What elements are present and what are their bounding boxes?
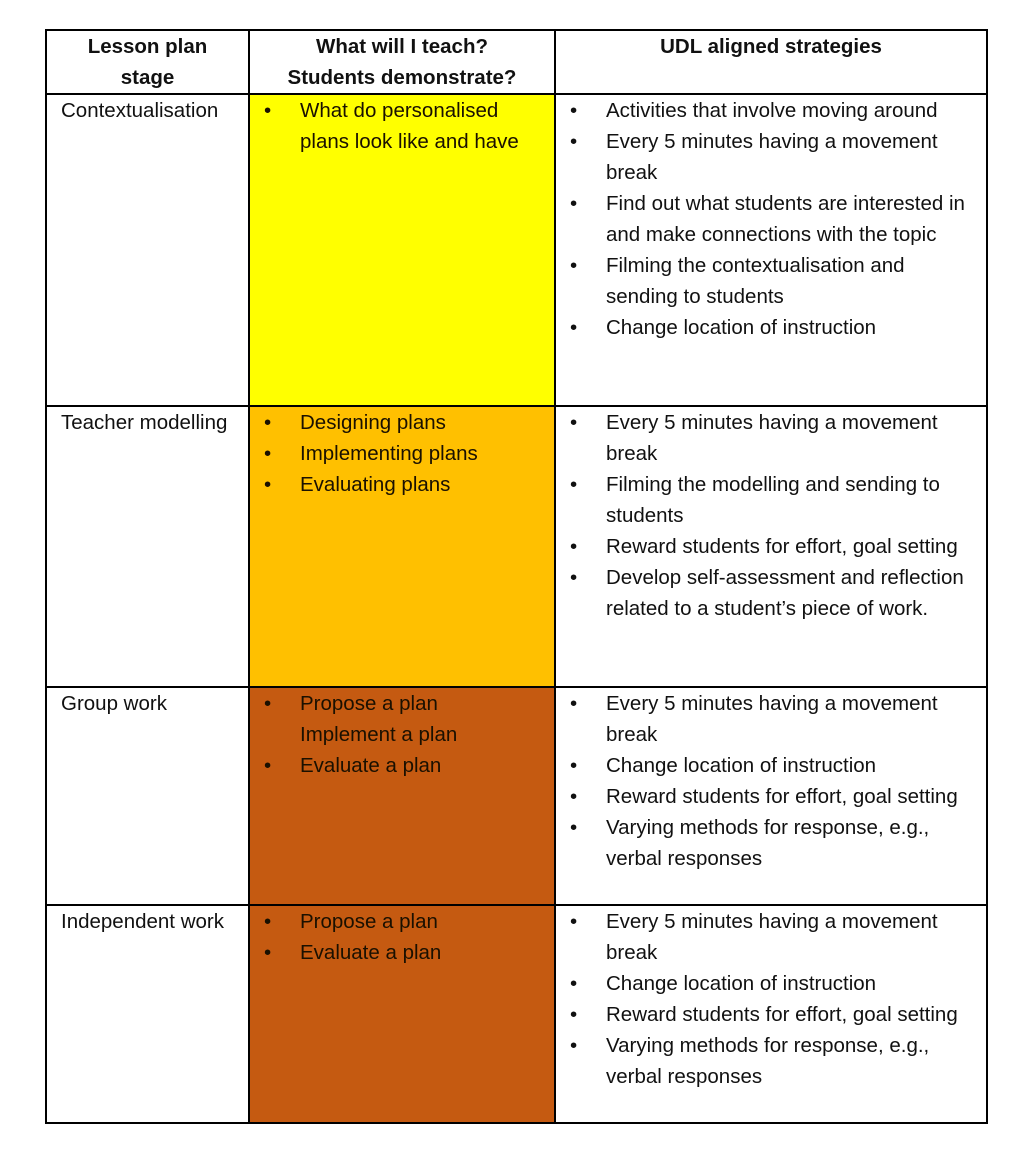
list-item [556,781,986,812]
list-item-text: Develop self-assessment and reflection related to a student’s piece of work. [606,566,964,620]
list-item [250,937,554,968]
strategies-cell [555,687,987,905]
strategies-list [556,95,986,343]
list-item [556,688,986,750]
header-line: Students demonstrate? [287,66,517,89]
table-row [46,94,987,406]
list-item-text: Change location of instruction [606,316,877,339]
teach-list [250,95,554,157]
table-body [46,94,987,1123]
list-item [556,250,986,312]
list-item-text: Change location of instruction [606,972,877,995]
table-row [46,687,987,905]
list-item-text: Evaluate a plan [300,941,442,964]
bullet-icon: • [570,1034,578,1057]
table-row [46,406,987,687]
bullet-icon: • [264,473,272,496]
bullet-icon: • [570,972,578,995]
strategies-list [556,407,986,624]
list-item-text: Reward students for effort, goal setting [606,535,958,558]
list-item [556,968,986,999]
list-item [556,126,986,188]
stage-cell [46,406,249,687]
list-item [250,750,554,781]
header-line: stage [120,66,175,89]
bullet-icon: • [570,816,578,839]
stage-label: Teacher modelling [61,411,228,434]
header-line: UDL aligned strategies [660,35,882,58]
stage-cell [46,905,249,1123]
stage-label: Group work [61,692,167,715]
list-item-text: Propose a plan [300,910,438,933]
bullet-icon: • [570,254,578,277]
strategies-cell [555,94,987,406]
list-item [556,812,986,874]
teach-list [250,688,554,781]
list-item-text: Filming the contextualisation and sending to students [606,254,905,308]
stage-label: Independent work [61,910,224,933]
bullet-icon: • [264,910,272,933]
bullet-icon: • [570,566,578,589]
bullet-icon: • [570,316,578,339]
table-row [46,905,987,1123]
list-item-text: Reward students for effort, goal setting [606,1003,958,1026]
list-item [556,531,986,562]
strategies-list [556,688,986,874]
bullet-icon: • [264,442,272,465]
bullet-icon: • [570,785,578,808]
list-item [556,188,986,250]
list-item-text: Every 5 minutes having a movement break [606,692,938,746]
list-item [556,469,986,531]
stage-label: Contextualisation [61,99,219,122]
teach-list [250,906,554,968]
header-line: What will I teach? [316,35,488,58]
bullet-icon: • [264,692,272,715]
bullet-icon: • [570,754,578,777]
list-item [556,312,986,343]
list-item [556,750,986,781]
list-item [250,407,554,438]
list-item-text: Designing plans [300,411,446,434]
bullet-icon: • [264,941,272,964]
bullet-icon: • [570,130,578,153]
list-item [556,999,986,1030]
list-item-text: Evaluating plans [300,473,451,496]
list-item [250,906,554,937]
list-item-text: Reward students for effort, goal setting [606,785,958,808]
list-item-text: Varying methods for response, e.g., verbal responses [606,1034,930,1088]
bullet-icon: • [570,411,578,434]
list-item [250,469,554,500]
header-udl-strategies [555,30,987,94]
lesson-plan-table [45,29,988,1124]
header-line: Lesson plan [87,35,208,58]
teach-cell [249,687,555,905]
list-item-text: Every 5 minutes having a movement break [606,910,938,964]
teach-cell [249,406,555,687]
bullet-icon: • [570,473,578,496]
list-item-text: Implement a plan [300,723,458,746]
strategies-cell [555,905,987,1123]
list-item-text: Change location of instruction [606,754,877,777]
stage-cell [46,687,249,905]
teach-list [250,407,554,500]
stage-cell [46,94,249,406]
bullet-icon: • [570,535,578,558]
header-what-will-i-teach [249,30,555,94]
list-item [250,688,554,719]
list-item-text: What do personalised plans look like and have [300,99,519,153]
list-item [250,719,554,750]
list-item-text: Every 5 minutes having a movement break [606,130,938,184]
list-item-text: Find out what students are interested in and make connections with the topic [606,192,965,246]
list-item [250,95,554,157]
header-lesson-plan-stage [46,30,249,94]
list-item-text: Varying methods for response, e.g., verbal responses [606,816,930,870]
bullet-icon: • [570,192,578,215]
teach-cell [249,905,555,1123]
bullet-icon: • [570,692,578,715]
strategies-list [556,906,986,1092]
header-row [46,30,987,94]
list-item-text: Activities that involve moving around [606,99,938,122]
bullet-icon: • [570,1003,578,1026]
list-item [556,1030,986,1092]
list-item-text: Every 5 minutes having a movement break [606,411,938,465]
list-item-text: Implementing plans [300,442,478,465]
bullet-icon: • [264,99,272,122]
list-item [556,906,986,968]
strategies-cell [555,406,987,687]
list-item-text: Filming the modelling and sending to students [606,473,940,527]
list-item [556,562,986,624]
list-item [556,95,986,126]
list-item [556,407,986,469]
teach-cell [249,94,555,406]
bullet-icon: • [570,99,578,122]
bullet-icon: • [264,754,272,777]
list-item-text: Propose a plan [300,692,438,715]
list-item [250,438,554,469]
list-item-text: Evaluate a plan [300,754,442,777]
bullet-icon: • [570,910,578,933]
bullet-icon: • [264,411,272,434]
